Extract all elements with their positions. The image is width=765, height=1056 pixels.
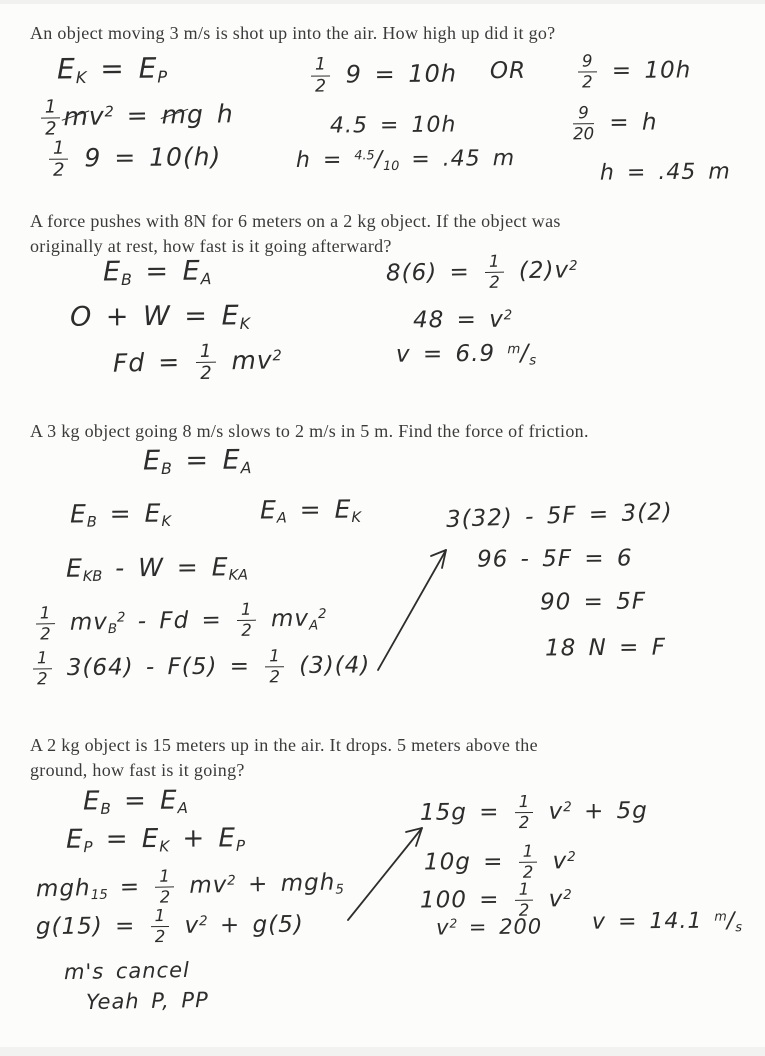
question-line: An object moving 3 m/s is shot up into the air. How high up did it go? <box>30 23 556 43</box>
p1-eq-9over2: $\frac{9}{2}$ = 10h <box>575 51 692 91</box>
p1-eq-half-mv2-mgh: $\frac{1}{2}$ $mv^2$ = mg h <box>38 94 234 139</box>
p2-eq-work-sub: 8(6) = $\frac{1}{2}$ $(2)v^2$ <box>385 251 578 292</box>
p1-eq-half9-10h: $\frac{1}{2}$ 9 = 10h <box>308 54 457 96</box>
p4-eq-g15: g(15) = $\frac{1}{2}$ $v^2 + g(5)$ <box>35 906 304 947</box>
p2-eq-eb-ea: $E_B = E_A$ <box>102 255 212 290</box>
p1-eq-h-045: $h = ^{4.5}/_{10} = .45$ m <box>295 146 516 175</box>
p1-eq-half9-10h-paren: $\frac{1}{2}$ 9 = 10(h) <box>46 137 222 180</box>
question-line: A 3 kg object going 8 m/s slows to 2 m/s in 5 m. Find the force of friction. <box>30 421 589 441</box>
p3-eq-96-5f: 96 - 5F = 6 <box>476 545 633 573</box>
problem-4-question <box>30 733 538 783</box>
p3-eq-ekb-w-eka: $E_{KB} - W = E_{KA}$ <box>65 552 249 585</box>
problem-2-question <box>30 209 561 259</box>
p3-eq-3-32: 3(32) - 5F = 3(2) <box>445 499 674 533</box>
problem-3-question <box>30 419 589 444</box>
scan-artifact-bottom <box>0 1047 765 1056</box>
p1-eq-9over20: $\frac{9}{20}$ = h <box>573 103 658 144</box>
p4-note-ms-cancel: m's cancel <box>63 957 191 985</box>
hand-arrow-2 <box>338 818 433 930</box>
hand-arrow-1 <box>368 540 458 680</box>
p1-eq-45-10h: 4.5 = 10h <box>329 112 457 139</box>
p4-eq-100: 100 = $\frac{1}{2}$ $v^2$ <box>419 879 572 920</box>
question-line: originally at rest, how fast is it going afterward? <box>30 236 392 256</box>
p4-eq-v2-200: $v^2 = 200$ <box>435 914 543 940</box>
question-line: A force pushes with 8N for 6 meters on a 2 kg object. If the object was <box>30 211 561 231</box>
p3-eq-90-5f: 90 = 5F <box>539 588 647 616</box>
p1-eq-h-result: h = .45 m <box>599 159 731 186</box>
scan-artifact-top <box>0 0 765 4</box>
question-line: A 2 kg object is 15 meters up in the air. It drops. 5 meters above the <box>30 735 538 755</box>
p4-eq-ep-ek-ep: $E_P = E_K + E_P$ <box>65 823 246 857</box>
p2-eq-48-v2: $48 = v^2$ <box>412 306 513 334</box>
p2-eq-v-result: v = 6.9 $^m/_s$ <box>395 340 537 369</box>
p3-eq-eb-ek: $E_B = E_K$ <box>69 498 172 531</box>
p3-eq-numeric: $\frac{1}{2}$ 3(64) - F(5) = $\frac{1}{2}$ (3)(4) <box>30 647 371 689</box>
p4-eq-mgh15: mgh$_{15}$ = $\frac{1}{2}$ $mv^2 + mgh_5$ <box>35 866 345 907</box>
p3-eq-ea-ek: $E_A = E_K$ <box>259 494 362 527</box>
p4-eq-eb-ea: $E_B = E_A$ <box>82 785 189 818</box>
p3-eq-eb-ea: $E_B = E_A$ <box>142 444 252 479</box>
question-line: ground, how fast is it going? <box>30 760 245 780</box>
problem-1-question <box>30 21 555 46</box>
p4-eq-v-result: v = 14.1 $^m/_s$ <box>591 908 743 936</box>
p4-note-yeah: Yeah P, PP <box>85 987 209 1015</box>
p2-eq-fd-half-mv2: Fd = $\frac{1}{2}$ $mv^2$ <box>112 340 282 385</box>
p4-eq-15g: 15g = $\frac{1}{2}$ $v^2 + 5g$ <box>419 792 648 833</box>
p3-eq-18n-f: 18 N = F <box>544 634 667 662</box>
p2-eq-o-plus-w: $O + W = E_K$ <box>69 300 251 333</box>
p1-or-label: OR <box>489 57 527 85</box>
p3-eq-half-mvb2: $\frac{1}{2}$ $mv_B^2$ - Fd = $\frac{1}{2}$ $mv_A^2$ <box>33 599 327 643</box>
p1-eq-ek-ep: $E_K = E_P$ <box>56 51 168 88</box>
p4-eq-10g: 10g = $\frac{1}{2}$ $v^2$ <box>423 841 576 882</box>
